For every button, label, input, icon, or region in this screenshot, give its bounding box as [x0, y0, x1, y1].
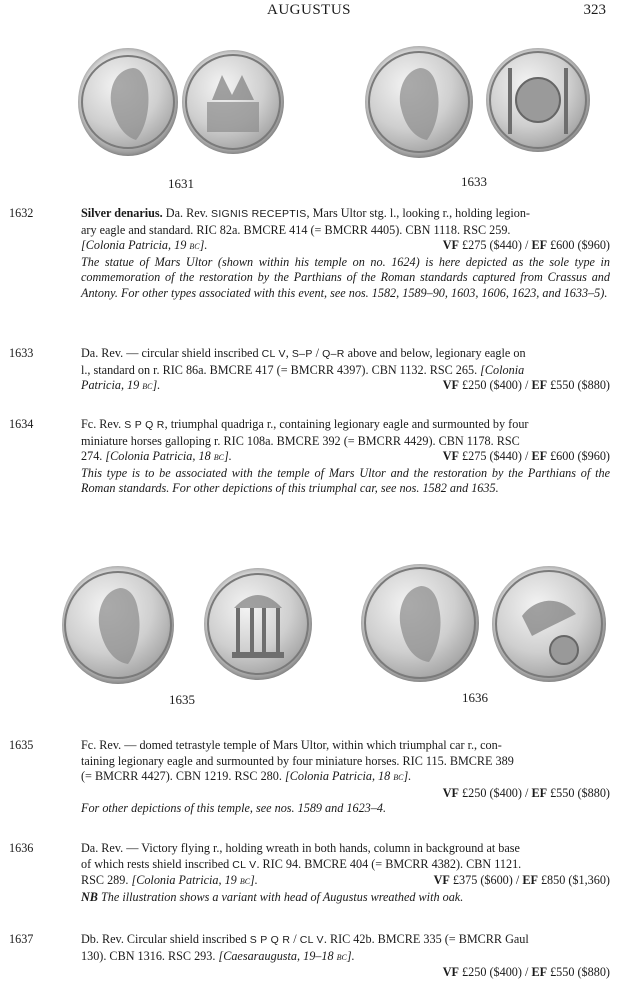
valuation: VF £375 ($600) / EF £850 ($1,360) [433, 873, 610, 888]
figure-caption-1631: 1631 [168, 176, 194, 191]
coin-1633-reverse [486, 48, 590, 152]
coin-1633-obverse [365, 46, 473, 158]
entry-note: For other depictions of this temple, see nos. 1589 and 1623–4. [81, 801, 386, 816]
figure-caption-1636: 1636 [462, 690, 488, 705]
valuation: VF £275 ($440) / EF £600 ($960) [442, 238, 610, 253]
running-header [0, 2, 618, 24]
coin-plate-top [0, 38, 618, 198]
mint-date: Patricia, 19 bc]. [81, 378, 161, 393]
mint-date: [Colonia Patricia, 19 bc]. [131, 873, 258, 888]
valuation: VF £250 ($400) / EF £550 ($880) [442, 378, 610, 393]
entry-note: The statue of Mars Ultor (shown within his temple on no. 1624) is here depicted as the sole type in commemoration of the restoration by the Parthians of the Roman standards captured from Crassus and Antony. For other types associated with this event, see nos. 1582, 1589–90, 1603, 1606, 1623, and 1633–5). [81, 254, 610, 300]
entry-note: NB The illustration shows a variant with head of Augustus wreathed with oak. [81, 889, 464, 904]
mint-date: [Caesaraugusta, 19–18 bc]. [218, 948, 355, 963]
entry-note: This type is to be associated with the temple of Mars Ultor and the restoration by the Parthians of the Roman standards. For other depictions of this triumphal car, see nos. 1582 and 1635. [81, 465, 610, 496]
mint-date: [Colonia Patricia, 18 bc]. [284, 769, 412, 784]
valuation: VF £275 ($440) / EF £600 ($960) [442, 449, 610, 464]
entry-number: 1634 [9, 417, 34, 431]
entry-number: 1636 [9, 841, 34, 855]
coin-1635-obverse [62, 566, 174, 684]
mint-date: [Colonia Patricia, 18 bc]. [105, 449, 232, 464]
entry-number: 1635 [9, 738, 34, 752]
figure-caption-1635: 1635 [169, 692, 195, 707]
entry-number: 1633 [9, 346, 34, 360]
entry-number: 1637 [9, 932, 34, 946]
coin-1635-reverse [204, 568, 312, 680]
figure-caption-1633: 1633 [461, 174, 487, 189]
coin-1631-reverse [182, 50, 284, 154]
entry-number: 1632 [9, 206, 34, 220]
page-number: 323 [583, 2, 606, 18]
coin-1636-reverse [492, 566, 606, 682]
coin-plate-middle [0, 556, 618, 716]
legend: SIGNIS RECEPTIS [211, 208, 307, 220]
running-title: AUGUSTUS [266, 2, 351, 18]
mint-date: [Colonia Patricia, 19 bc]. [81, 238, 208, 253]
coin-1636-obverse [361, 564, 479, 682]
denomination: Silver denarius. [81, 206, 163, 220]
valuation: VF £250 ($400) / EF £550 ($880) [442, 785, 610, 800]
valuation: VF £250 ($400) / EF £550 ($880) [442, 965, 610, 980]
coin-1631-obverse [78, 48, 178, 156]
